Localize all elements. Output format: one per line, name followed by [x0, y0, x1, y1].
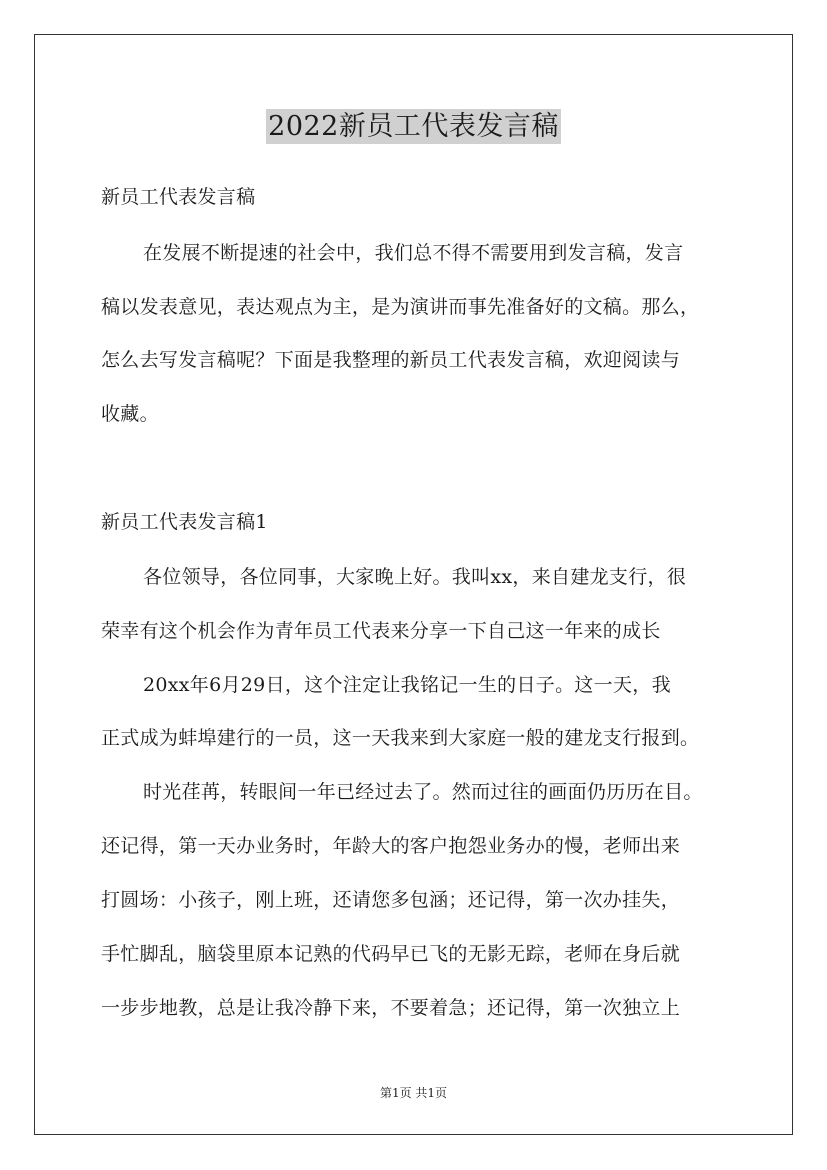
paragraph-line: 稿以发表意见，表达观点为主，是为演讲而事先准备好的文稿。那么，	[101, 296, 700, 318]
paragraph-line: 一步步地教，总是让我冷静下来，不要着急；还记得，第一次独立上	[101, 997, 681, 1019]
page-footer: 第1页 共1页	[379, 1086, 448, 1100]
paragraph-line: 荣幸有这个机会作为青年员工代表来分享一下自己这一年来的成长	[101, 620, 661, 642]
paragraph-line: 各位领导，各位同事，大家晚上好。我叫xx，来自建龙支行，很	[143, 566, 687, 588]
paragraph-line: 收藏。	[101, 403, 159, 425]
section-heading: 新员工代表发言稿1	[101, 511, 268, 533]
paragraph-line: 20xx年6月29日，这个注定让我铭记一生的日子。这一天，我	[143, 674, 671, 696]
document-title-wrap	[0, 104, 827, 143]
document-title: 2022新员工代表发言稿	[268, 111, 559, 142]
paragraph-line: 打圆场：小孩子，刚上班，还请您多包涵；还记得，第一次办挂失，	[101, 889, 681, 911]
paragraph-line: 还记得，第一天办业务时，年龄大的客户抱怨业务办的慢，老师出来	[101, 835, 681, 857]
paragraph-line: 正式成为蚌埠建行的一员，这一天我来到大家庭一般的建龙支行报到。	[101, 727, 700, 749]
paragraph-line: 在发展不断提速的社会中，我们总不得不需要用到发言稿，发言	[143, 242, 684, 264]
section-heading: 新员工代表发言稿	[101, 186, 256, 208]
paragraph-line: 手忙脚乱，脑袋里原本记熟的代码早已飞的无影无踪，老师在身后就	[101, 943, 681, 965]
paragraph-line: 时光荏苒，转眼间一年已经过去了。然而过往的画面仍历历在目。	[143, 781, 703, 803]
paragraph-line: 怎么去写发言稿呢？下面是我整理的新员工代表发言稿，欢迎阅读与	[101, 349, 681, 371]
